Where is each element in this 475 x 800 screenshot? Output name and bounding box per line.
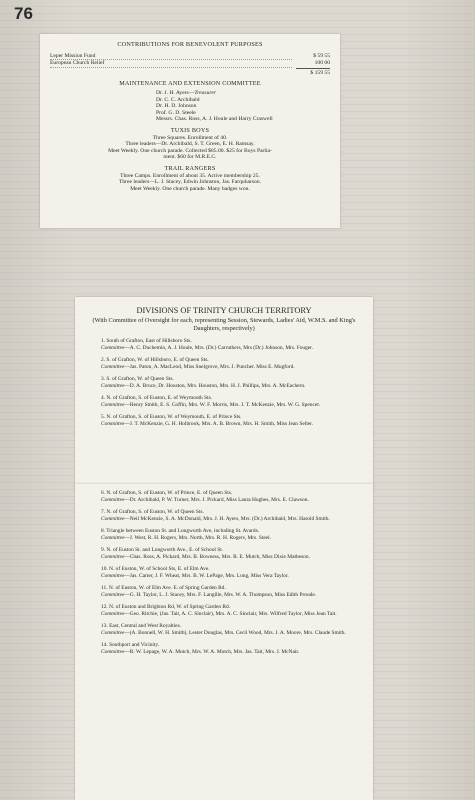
total-rule [296,68,330,69]
division-item [85,528,363,541]
committee-members: —Jas. Paton, A. MacLeod, Miss Snelgrove, Mrs. J. Puncher. Miss E. Mugford. [124,363,295,370]
divisions-title: DIVISIONS OF TRINITY CHURCH TERRITORY [136,306,312,315]
division-heading: 9. N. of Euston St. and Longworth Ave., E. of School St. [101,547,224,553]
committee-members: —Chas. Ross, A. Pickard, Mrs. B. Bowness, Mrs. R. E. Mutch, Miss Dixie Matheson. [124,553,310,560]
division-committee [85,573,363,580]
maintenance-members: Dr. J. H. Ayers—Treasurer Dr. C. C. Archibald Dr. H. D. Johnson Prof. G. D. Steele Messrs. Chas. Ross, A. J. Houle and Harry Craswell [156,89,273,123]
committee-label: Committee [101,648,125,655]
committee-label: Committee [101,382,125,389]
maintenance-heading: MAINTENANCE AND EXTENSION COMMITTEE [119,80,261,88]
division-item [85,376,363,389]
division-heading: 8. Triangle between Euston St. and Longworth Ave, including St. Avards. [101,528,260,534]
division-committee [85,364,363,371]
division-committee [85,611,363,618]
tuxis-heading: TUXIS BOYS [170,126,210,134]
division-committee [85,630,363,637]
committee-members: —A. C. Duchemin, A. J. Houle, Mrs. (Dr.) Carruthers, Mrs (Dr.) Johnson, Mrs. Fouger. [124,344,314,351]
division-item [85,490,363,503]
division-committee [85,402,363,409]
division-heading: 10. N. of Euston, W. of School Sts, E. of Elm Ave. [101,566,210,572]
divisions-clipping-bottom [75,484,373,800]
division-heading: 1. South of Grafton, East of Hillsboro Sts. [101,338,192,345]
division-heading: 7. N. of Grafton, S. of Euston, W. of Queen Sts. [101,509,204,515]
division-item [85,585,363,598]
division-list [85,338,363,427]
committee-label: Committee [101,572,125,579]
committee-label: Committee [101,363,125,370]
division-committee [85,535,363,542]
division-item [85,357,363,370]
committee-members: —B. W. Lepage, W. A. Mutch, Mrs. W. A. Mutch, Mrs. Jas. Tait, Mrs. J. McNair. [124,648,300,655]
division-list [85,490,363,655]
committee-label: Committee [101,591,125,598]
division-committee [85,592,363,599]
committee-label: Committee [101,420,125,427]
divisions-subtitle: (With Committee of Oversight for each, representing Session, Stewards, Ladies' Aid, W.M.S. and King's Daughters, respectively) [92,317,356,332]
division-item [85,547,363,560]
committee-label: Committee [101,344,125,351]
trail-heading: TRAIL RANGERS [164,164,216,172]
division-committee [85,497,363,504]
division-heading: 14. Southport and Vicinity. [101,642,160,648]
committee-label: Committee [101,515,125,522]
division-committee [85,421,363,428]
division-heading: 3. S. of Grafton, W. of Queen Sts. [101,376,174,383]
division-item [85,395,363,408]
benevolent-heading: CONTRIBUTIONS FOR BENEVOLENT PURPOSES [117,41,263,48]
division-heading: 11. N. of Euston, W. of Elm Ave. E. of Spring Garden Rd. [101,585,226,591]
division-heading: 2. S. of Grafton, W. of Hillsboro, E. of Queen Sts. [101,357,209,364]
benevolent-item: Leper Mission Fund $ 59 55 [50,52,330,59]
division-item [85,623,363,636]
division-committee [85,554,363,561]
committee-members: —G. H. Taylor, L. J. Stacey, Mrs. F. Langille, Mrs. W. A. Thompson, Miss Edith Proude. [124,591,317,598]
benevolent-item: European Church Relief 100 00 [50,60,330,67]
committee-members: —J. West, R. H. Rogers, Mrs. North, Mrs. R. H. Rogers, Mrs. Steel. [124,534,272,541]
division-heading: 6. N. of Grafton, S. of Euston, W. of Prince, E. of Queen Sts. [101,490,233,496]
committee-label: Committee [101,496,125,503]
division-item [85,414,363,427]
division-item [85,566,363,579]
committee-members: —Dr. Archibald, P. W. Turner, Mrs. J. Pickard, Miss Laura Hughes, Mrs. E. Clawson. [124,496,309,503]
committee-members: —Henry Smith, E. S. Coffin, Mrs. W. F. Morris, Mrs. J. T. McKenzie, Mrs. W. G. Spencer. [124,401,321,408]
division-item [85,642,363,655]
committee-members: —Neil McKenzie, S. A. McDonald, Mrs. J. H. Ayers, Mrs. (Dr.) Archibald, Mrs. Harold Smith. [124,515,330,522]
page-number: 76 [14,4,33,23]
benevolent-clipping [40,34,340,228]
tuxis-body: Three Squares. Enrollment of 40. Three leaders—Dr. Archibald, S. T. Green, E. H. Ramsay. Meet Weekly. One church parade. Collected $85.00. $25 for Boys Parlia- ment. $60 for M.R.E.C. [108,134,272,161]
committee-label: Committee [101,610,125,617]
division-committee [85,649,363,656]
committee-members: —(A. Bonnell, W. H. Smith), Lester Douglas, Mrs. Cecil Wood, Mrs. J. A. Moore, Mrs. Claude Smith. [124,629,346,636]
committee-label: Committee [101,534,125,541]
division-item [85,338,363,351]
division-heading: 4. N. of Grafton, S. of Euston, E. of Weymouth Sts. [101,395,213,402]
committee-members: —D. A. Bruce, Dr. Houston, Mrs. Houston, Mrs. H. J. Phillips, Mrs. A. McEachern. [124,382,306,389]
division-committee [85,345,363,352]
committee-members: —Jas. Carter, J. F. Wheat, Mrs. B. W. LePage, Mrs. Long, Miss Vera Taylor. [124,572,289,579]
committee-label: Committee [101,553,125,560]
division-item [85,604,363,617]
committee-label: Committee [101,401,125,408]
benevolent-total: $ 159 55 [310,69,330,76]
division-committee [85,516,363,523]
division-heading: 5. N. of Grafton, S. of Euston, W. of Weymouth, E. of Prince Sts. [101,414,242,421]
division-committee [85,383,363,390]
committee-members: —J. T. McKenzie, G. H. Holbrook, Mrs. A. B. Brown, Mrs. H. Smith, Miss Jean Seller. [124,420,313,427]
division-heading: 12. N. of Euston and Brighton Rd, W. of Spring Garden Rd. [101,604,231,610]
committee-label: Committee [101,629,125,636]
divisions-clipping-top [75,297,373,486]
trail-body: Three Camps. Enrollment of about 35. Active membership 25. Three leaders—L. J. Stacey, Edwin Johnston, Jas. Farquharson. Meet Weekly. One church parade. Many badges won. [118,172,262,192]
committee-members: —Geo. Ritchie, (Jas. Tait, A. C. Sinclair), Mrs. A. C. Sinclair, Mrs. Wilfred Taylor, Miss Jean Tait. [124,610,337,617]
division-heading: 13. East, Central and West Royalties. [101,623,182,629]
division-item [85,509,363,522]
